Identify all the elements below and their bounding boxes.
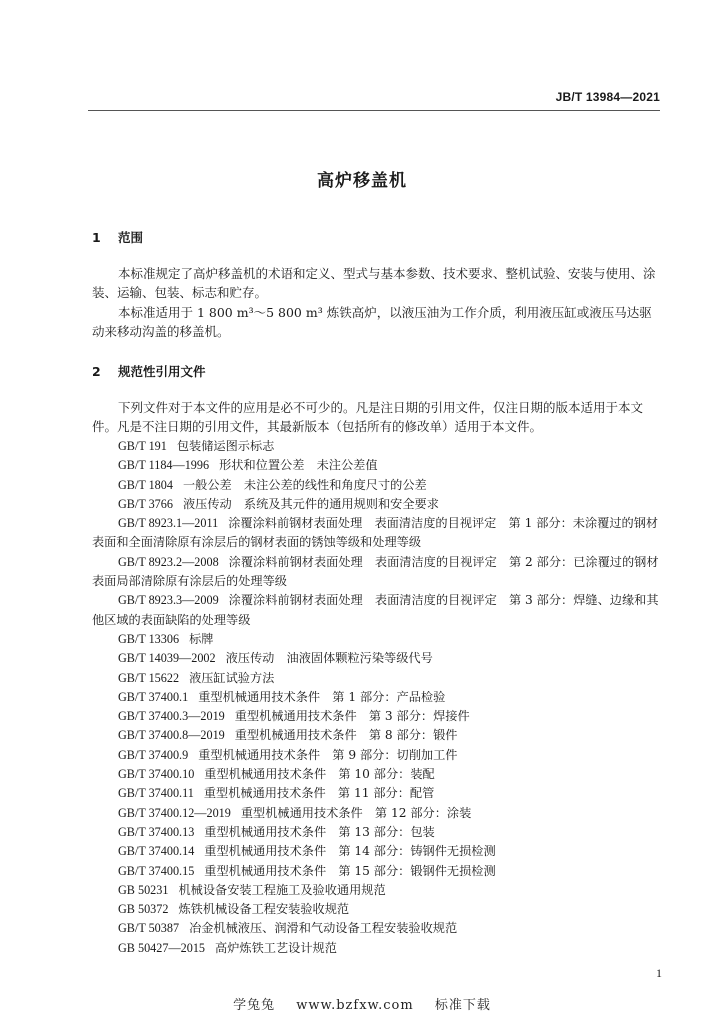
reference-title: 涂覆涂料前钢材表面处理 表面清洁度的目视评定 第 1 部分：未涂覆过的钢材表面和全面清除原有涂层后的钢材表面的锈蚀等级和处理等级 <box>92 516 659 550</box>
reference-title: 重型机械通用技术条件 第 11 部分：配管 <box>203 786 435 801</box>
reference-title: 液压缸试验方法 <box>189 670 275 685</box>
section-title: 规范性引用文件 <box>118 364 206 379</box>
reference-item <box>92 495 664 514</box>
reference-title: 重型机械通用技术条件 第 9 部分：切削加工件 <box>198 747 458 762</box>
reference-item <box>92 649 664 668</box>
reference-code: GB/T 37400.11 <box>118 786 194 801</box>
reference-title: 液压传动 系统及其元件的通用规则和安全要求 <box>182 496 439 511</box>
reference-code: GB/T 1804 <box>118 477 173 492</box>
reference-title: 涂覆涂料前钢材表面处理 表面清洁度的目视评定 第 3 部分：焊缝、边缘和其他区域的表面缺陷的处理等级 <box>92 593 659 627</box>
reference-item <box>92 726 664 745</box>
reference-code: GB 50372 <box>118 902 169 917</box>
reference-code: GB/T 191 <box>118 439 167 453</box>
reference-title: 液压传动 油液固体颗粒污染等级代号 <box>225 651 433 666</box>
reference-code: GB/T 8923.1—2011 <box>118 516 219 531</box>
reference-item <box>92 919 664 938</box>
reference-title: 包装储运图示标志 <box>176 439 275 453</box>
reference-code: GB/T 14039—2002 <box>118 651 216 666</box>
reference-code: GB/T 8923.2—2008 <box>118 554 219 569</box>
header-standard-number: JB/T 13984—2021 <box>555 90 660 104</box>
reference-item <box>92 476 664 495</box>
reference-item <box>92 765 664 784</box>
reference-title: 重型机械通用技术条件 第 13 部分：包装 <box>204 824 435 839</box>
reference-title: 高炉炼铁工艺设计规范 <box>215 940 337 955</box>
reference-code: GB/T 37400.1 <box>118 689 189 704</box>
page-number: 1 <box>656 966 662 980</box>
reference-code: GB/T 37400.9 <box>118 747 189 762</box>
reference-code: GB 50231 <box>118 882 169 897</box>
reference-title: 重型机械通用技术条件 第 15 部分：锻钢件无损检测 <box>204 863 496 878</box>
reference-title: 炼铁机械设备工程安装验收规范 <box>178 902 350 917</box>
reference-code: GB/T 37400.12—2019 <box>118 805 231 820</box>
reference-item <box>92 746 664 765</box>
reference-item <box>92 900 664 919</box>
reference-item <box>92 514 664 553</box>
reference-item <box>92 456 664 475</box>
reference-title: 重型机械通用技术条件 第 12 部分：涂装 <box>240 805 472 820</box>
reference-code: GB/T 13306 <box>118 631 180 646</box>
reference-title: 重型机械通用技术条件 第 3 部分：焊接件 <box>234 709 470 724</box>
reference-title: 标牌 <box>189 631 214 646</box>
reference-item <box>92 804 664 823</box>
reference-item <box>92 630 664 649</box>
watermark-site-name: 学兔兔 <box>233 998 276 1013</box>
header-rule <box>88 110 660 111</box>
reference-title: 重型机械通用技术条件 第 1 部分：产品检验 <box>198 689 446 704</box>
reference-code: GB/T 37400.8—2019 <box>118 728 225 743</box>
watermark-slogan: 标准下载 <box>434 998 491 1013</box>
reference-item <box>92 669 664 688</box>
reference-title: 重型机械通用技术条件 第 8 部分：锻件 <box>234 728 458 743</box>
reference-title: 重型机械通用技术条件 第 10 部分：装配 <box>204 767 435 782</box>
scope-paragraph: 本标准适用于 1 800 m³～5 800 m³ 炼铁高炉，以液压油为工作介质，利用液压缸或液压马达驱动来移动沟盖的移盖机。 <box>92 305 652 339</box>
reference-title: 形状和位置公差 未注公差值 <box>219 458 378 473</box>
reference-item <box>92 707 664 726</box>
reference-title: 重型机械通用技术条件 第 14 部分：铸钢件无损检测 <box>204 844 496 859</box>
document-title: 高炉移盖机 <box>317 171 407 191</box>
reference-item <box>92 591 664 630</box>
reference-code: GB/T 37400.10 <box>118 767 195 782</box>
section-title: 范围 <box>118 230 144 245</box>
reference-title: 一般公差 未注公差的线性和角度尺寸的公差 <box>182 477 427 492</box>
reference-code: GB/T 8923.3—2009 <box>118 593 219 608</box>
reference-title: 涂覆涂料前钢材表面处理 表面清洁度的目视评定 第 2 部分：已涂覆过的钢材表面局部清除原有涂层后的处理等级 <box>92 554 659 589</box>
reference-code: GB/T 3766 <box>118 496 173 511</box>
reference-list <box>92 437 664 958</box>
reference-code: GB/T 1184—1996 <box>118 458 210 473</box>
section-number: 1 <box>92 230 101 245</box>
reference-item <box>92 842 664 861</box>
references-intro-paragraph: 下列文件对于本文件的应用是必不可少的。凡是注日期的引用文件，仅注日期的版本适用于本文件。凡是不注日期的引用文件，其最新版本（包括所有的修改单）适用于本文件。 <box>92 400 644 434</box>
reference-title: 冶金机械液压、润滑和气动设备工程安装验收规范 <box>189 921 458 936</box>
reference-code: GB 50427—2015 <box>118 940 206 955</box>
reference-item <box>92 437 664 456</box>
reference-item <box>92 784 664 803</box>
footer-watermark <box>0 994 724 1013</box>
reference-item <box>92 862 664 881</box>
reference-item <box>92 939 664 958</box>
section-number: 2 <box>92 364 101 379</box>
reference-item <box>92 823 664 842</box>
reference-code: GB/T 37400.13 <box>118 824 195 839</box>
reference-code: GB/T 37400.3—2019 <box>118 709 225 724</box>
reference-item <box>92 881 664 900</box>
reference-code: GB/T 37400.14 <box>118 844 195 859</box>
watermark-url[interactable]: www.bzfxw.com <box>296 998 414 1013</box>
section-heading-normative-references <box>92 362 206 380</box>
reference-title: 机械设备安装工程施工及验收通用规范 <box>178 882 386 897</box>
reference-item <box>92 553 664 592</box>
reference-item <box>92 688 664 707</box>
reference-code: GB/T 37400.15 <box>118 863 195 878</box>
reference-code: GB/T 15622 <box>118 670 180 685</box>
section-heading-scope <box>92 228 143 246</box>
reference-code: GB/T 50387 <box>118 921 180 936</box>
scope-paragraph: 本标准规定了高炉移盖机的术语和定义、型式与基本参数、技术要求、整机试验、安装与使用、涂装、运输、包装、标志和贮存。 <box>92 266 656 300</box>
